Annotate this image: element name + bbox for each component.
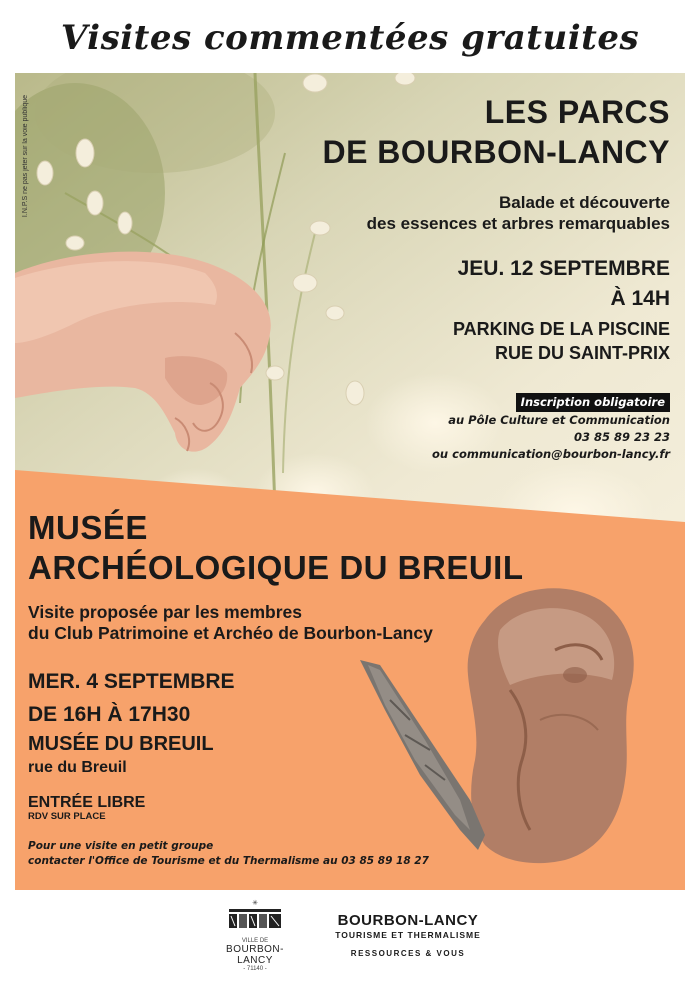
group-line1: Pour une visite en petit groupe xyxy=(28,840,214,852)
ot-tagline2: RESSOURCES & VOUS xyxy=(350,949,466,958)
ot-tagline: TOURISME ET THERMALISME xyxy=(335,930,481,940)
parcs-subtitle-line2: des essences et arbres remarquables xyxy=(366,214,670,233)
musee-place: MUSÉE DU BREUIL xyxy=(28,733,214,755)
registration-phone[interactable]: 03 85 89 23 23 xyxy=(573,430,670,444)
parcs-street: RUE DU SAINT-PRIX xyxy=(494,343,670,363)
musee-time: DE 16H À 17H30 xyxy=(28,703,191,726)
ville-label: VILLE DE xyxy=(241,938,269,944)
parcs-time: À 14H xyxy=(610,287,670,310)
parcs-title xyxy=(322,92,670,172)
svg-text:✳: ✳ xyxy=(252,899,258,907)
musee-entry xyxy=(28,795,145,823)
rdv-label: RDV SUR PLACE xyxy=(28,811,106,822)
parcs-subtitle-line1: Balade et découverte xyxy=(498,193,670,212)
musee-location xyxy=(28,732,214,780)
musee-title-line1: MUSÉE xyxy=(28,509,148,546)
group-line2: contacter l'Office de Tourisme et du Thermalisme au 03 85 89 18 27 xyxy=(28,855,429,867)
parcs-title-line2: DE BOURBON-LANCY xyxy=(322,134,670,170)
ot-name: BOURBON-LANCY xyxy=(337,912,479,929)
parcs-date: JEU. 12 SEPTEMBRE xyxy=(457,257,670,280)
ville-postcode: - 71140 - xyxy=(243,966,267,972)
ville-emblem-icon xyxy=(225,897,285,931)
musee-date: MER. 4 SEPTEMBRE xyxy=(28,670,235,693)
parcs-place: PARKING DE LA PISCINE xyxy=(452,319,670,339)
ville-name: BOURBON-LANCY xyxy=(226,944,284,966)
musee-datetime xyxy=(28,665,235,731)
registration-email[interactable]: ou communication@bourbon-lancy.fr xyxy=(432,447,670,461)
musee-title-line2: ARCHÉOLOGIQUE DU BREUIL xyxy=(28,549,524,586)
legal-note: I.N.P.S ne pas jeter sur la voie publique xyxy=(22,95,29,218)
parcs-title-line1: LES PARCS xyxy=(484,94,670,130)
musee-subtitle-line1: Visite proposée par les membres xyxy=(28,602,302,622)
parcs-location xyxy=(453,317,670,365)
ville-logo xyxy=(215,897,295,982)
parcs-datetime xyxy=(458,254,670,314)
musee-street: rue du Breuil xyxy=(28,759,127,776)
parcs-subtitle xyxy=(367,192,670,234)
registration-line: au Pôle Culture et Communication xyxy=(448,413,670,427)
office-tourisme-logo xyxy=(328,912,488,958)
group-visit-info xyxy=(28,839,429,869)
registration-badge: Inscription obligatoire xyxy=(516,393,670,412)
parcs-registration xyxy=(432,393,670,463)
poster-title: Visites commentées gratuites xyxy=(60,18,640,58)
musee-title xyxy=(28,508,524,588)
musee-subtitle-line2: du Club Patrimoine et Archéo de Bourbon-Lancy xyxy=(28,623,433,643)
musee-subtitle xyxy=(28,602,433,644)
entry-label: ENTRÉE LIBRE xyxy=(28,794,146,811)
